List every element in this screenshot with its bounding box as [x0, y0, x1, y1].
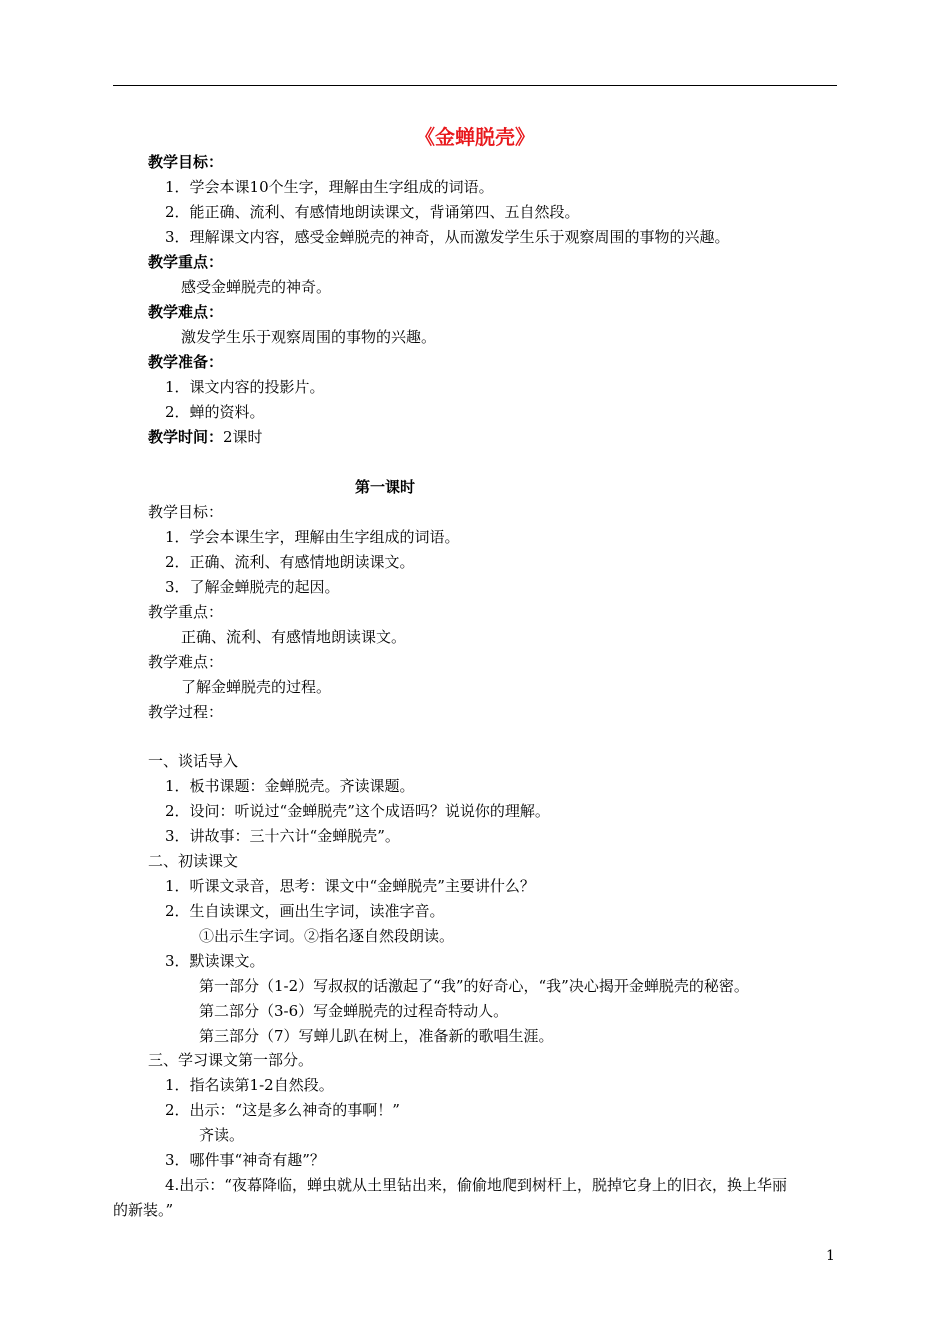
list-item: 3．默读课文。 [165, 952, 265, 970]
step-heading: 一、谈话导入 [148, 752, 239, 770]
list-item: 2．蝉的资料。 [165, 403, 265, 421]
list-item: 1．课文内容的投影片。 [165, 378, 325, 396]
paragraph: 感受金蝉脱壳的神奇。 [181, 278, 332, 296]
heading-preparation: 教学准备： [148, 353, 224, 371]
list-item-continuation: 的新装。” [113, 1201, 174, 1219]
list-item: 1．听课文录音，思考：课文中“金蝉脱壳”主要讲什么？ [165, 877, 535, 895]
list-item: 3．了解金蝉脱壳的起因。 [165, 578, 340, 596]
paragraph: 正确、流利、有感情地朗读课文。 [181, 628, 407, 646]
paragraph: 了解金蝉脱壳的过程。 [181, 678, 332, 696]
sub-item: 第一部分（1-2）写叔叔的话激起了“我”的好奇心，“我”决心揭开金蝉脱壳的秘密。 [199, 977, 749, 995]
list-item: 4.出示：“夜幕降临，蝉虫就从土里钻出来，偷偷地爬到树杆上，脱掉它身上的旧衣，换上华丽 [165, 1176, 787, 1194]
list-item: 2．设问：听说过“金蝉脱壳”这个成语吗？说说你的理解。 [165, 802, 550, 820]
sub-item: 第三部分（7）写蝉儿趴在树上，准备新的歌唱生涯。 [199, 1027, 554, 1045]
sub-item: 齐读。 [199, 1126, 245, 1144]
heading: 教学重点： [148, 603, 224, 621]
paragraph: 激发学生乐于观察周围的事物的兴趣。 [181, 328, 437, 346]
sub-item: 第二部分（3-6）写金蝉脱壳的过程奇特动人。 [199, 1002, 509, 1020]
step-heading: 二、初读课文 [148, 852, 239, 870]
list-item: 1．板书课题：金蝉脱壳。齐读课题。 [165, 777, 415, 795]
heading: 教学过程： [148, 703, 224, 721]
section-title: 第一课时 [354, 478, 415, 496]
list-item: 2．正确、流利、有感情地朗读课文。 [165, 553, 415, 571]
sub-item: ①出示生字词。②指名逐自然段朗读。 [199, 927, 455, 945]
header-rule [113, 85, 837, 86]
page-number: 1 [826, 1248, 835, 1264]
list-item: 1．学会本课生字，理解由生字组成的词语。 [165, 528, 460, 546]
list-item: 3．哪件事“神奇有趣”？ [165, 1151, 325, 1169]
teaching-time-value: 2课时 [223, 428, 263, 446]
document-title: 《金蝉脱壳》 [415, 125, 535, 149]
list-item: 2．能正确、流利、有感情地朗读课文，背诵第四、五自然段。 [165, 203, 580, 221]
teaching-time [148, 427, 263, 447]
list-item: 2．出示：“这是多么神奇的事啊！” [165, 1101, 400, 1119]
heading: 教学目标： [148, 503, 224, 521]
heading-difficulties: 教学难点： [148, 303, 224, 321]
list-item: 1．学会本课10个生字，理解由生字组成的词语。 [165, 178, 494, 196]
heading: 教学难点： [148, 653, 224, 671]
list-item: 3．理解课文内容，感受金蝉脱壳的神奇，从而激发学生乐于观察周围的事物的兴趣。 [165, 228, 730, 246]
list-item: 2．生自读课文，画出生字词，读准字音。 [165, 902, 445, 920]
list-item: 3．讲故事：三十六计“金蝉脱壳”。 [165, 827, 400, 845]
step-heading: 三、学习课文第一部分。 [148, 1051, 314, 1069]
heading-objectives: 教学目标： [148, 153, 224, 171]
list-item: 1．指名读第1-2自然段。 [165, 1076, 334, 1094]
heading-key-points: 教学重点： [148, 253, 224, 271]
teaching-time-label: 教学时间： [148, 428, 224, 446]
